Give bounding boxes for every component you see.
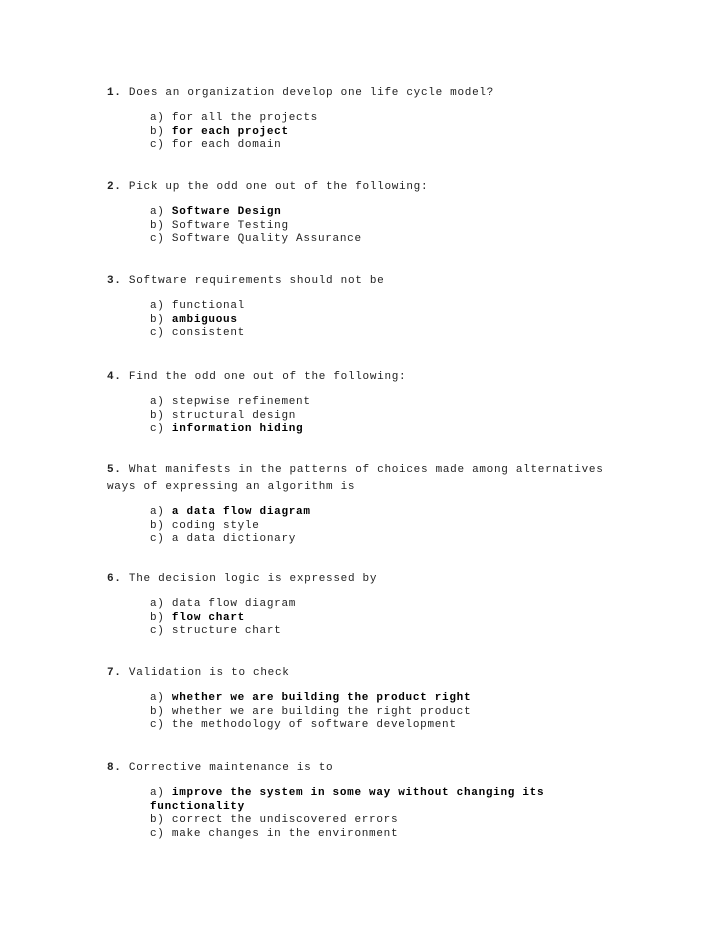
option-letter: c) bbox=[150, 233, 165, 245]
question-prompt: What manifests in the patterns of choices made among alternatives ways of expressing an algorithm is bbox=[107, 464, 611, 493]
option-letter: a) bbox=[150, 300, 165, 312]
question-number: 5. bbox=[107, 464, 122, 476]
option-list bbox=[150, 112, 607, 153]
option-letter: c) bbox=[150, 719, 165, 731]
option-letter: b) bbox=[150, 125, 165, 138]
question-text bbox=[107, 462, 611, 496]
option-c bbox=[150, 533, 607, 547]
option-text: functional bbox=[171, 300, 245, 312]
option-b bbox=[150, 126, 607, 140]
option-list bbox=[150, 506, 607, 547]
option-text: a data flow diagram bbox=[171, 506, 311, 518]
question-number: 6. bbox=[107, 573, 122, 585]
question-number: 3. bbox=[107, 275, 122, 287]
question-prompt: Validation is to check bbox=[128, 667, 290, 679]
option-c bbox=[150, 423, 607, 437]
option-letter: c) bbox=[150, 327, 165, 339]
option-text: consistent bbox=[171, 327, 245, 339]
option-text: structural design bbox=[171, 409, 297, 422]
option-text: for all the projects bbox=[171, 112, 318, 124]
question-prompt: Corrective maintenance is to bbox=[128, 762, 334, 774]
question-text bbox=[107, 273, 607, 290]
option-c bbox=[150, 625, 607, 639]
option-text: whether we are building the right product bbox=[171, 705, 472, 718]
option-text: structure chart bbox=[171, 625, 282, 637]
option-text: Software Quality Assurance bbox=[171, 233, 362, 245]
question-8 bbox=[107, 760, 607, 841]
question-text bbox=[107, 760, 607, 777]
option-list bbox=[150, 692, 607, 733]
option-text: Software Design bbox=[171, 206, 282, 218]
option-letter: a) bbox=[150, 787, 165, 799]
question-number: 8. bbox=[107, 762, 122, 774]
option-b bbox=[150, 814, 570, 828]
option-a bbox=[150, 112, 607, 126]
option-letter: b) bbox=[150, 219, 165, 232]
question-5 bbox=[107, 462, 611, 547]
option-text: Software Testing bbox=[171, 219, 289, 232]
option-letter: a) bbox=[150, 692, 165, 704]
question-4 bbox=[107, 369, 607, 437]
option-letter: a) bbox=[150, 206, 165, 218]
question-prompt: The decision logic is expressed by bbox=[128, 573, 378, 585]
option-letter: b) bbox=[150, 611, 165, 624]
question-text bbox=[107, 179, 607, 196]
option-list bbox=[150, 396, 607, 437]
option-letter: b) bbox=[150, 409, 165, 422]
option-letter: c) bbox=[150, 533, 165, 545]
option-list bbox=[150, 787, 570, 841]
question-3 bbox=[107, 273, 607, 341]
option-text: a data dictionary bbox=[171, 533, 297, 545]
question-number: 4. bbox=[107, 371, 122, 383]
question-prompt: Does an organization develop one life cycle model? bbox=[128, 87, 494, 99]
option-text: improve the system in some way without changing its functionality bbox=[150, 787, 552, 813]
option-letter: c) bbox=[150, 625, 165, 637]
question-text bbox=[107, 571, 607, 588]
question-text bbox=[107, 85, 607, 102]
option-a bbox=[150, 396, 607, 410]
option-c bbox=[150, 719, 607, 733]
question-number: 1. bbox=[107, 87, 122, 99]
option-text: correct the undiscovered errors bbox=[171, 814, 399, 826]
question-text bbox=[107, 369, 607, 386]
option-list bbox=[150, 598, 607, 639]
option-letter: b) bbox=[150, 814, 165, 826]
option-letter: a) bbox=[150, 598, 165, 610]
option-letter: b) bbox=[150, 313, 165, 326]
question-prompt: Find the odd one out of the following: bbox=[128, 371, 407, 383]
option-text: whether we are building the product right bbox=[171, 692, 472, 704]
option-text: data flow diagram bbox=[171, 598, 297, 610]
option-text: flow chart bbox=[171, 611, 245, 624]
option-b bbox=[150, 220, 607, 234]
option-letter: c) bbox=[150, 139, 165, 151]
option-text: stepwise refinement bbox=[171, 396, 311, 408]
option-letter: c) bbox=[150, 423, 165, 435]
option-a bbox=[150, 206, 607, 220]
question-text bbox=[107, 665, 607, 682]
question-number: 7. bbox=[107, 667, 122, 679]
option-text: ambiguous bbox=[171, 313, 238, 326]
option-b bbox=[150, 520, 607, 534]
option-letter: b) bbox=[150, 519, 165, 532]
option-a bbox=[150, 300, 607, 314]
option-c bbox=[150, 828, 570, 842]
option-a bbox=[150, 506, 607, 520]
option-a bbox=[150, 787, 570, 814]
question-prompt: Pick up the odd one out of the following: bbox=[128, 181, 429, 193]
option-letter: c) bbox=[150, 827, 165, 840]
option-letter: b) bbox=[150, 705, 165, 718]
question-number: 2. bbox=[107, 181, 122, 193]
option-text: make changes in the environment bbox=[171, 827, 399, 840]
option-text: for each project bbox=[171, 125, 289, 138]
option-b bbox=[150, 410, 607, 424]
option-a bbox=[150, 692, 607, 706]
option-c bbox=[150, 233, 607, 247]
question-7 bbox=[107, 665, 607, 733]
option-list bbox=[150, 206, 607, 247]
question-1 bbox=[107, 85, 607, 153]
option-b bbox=[150, 314, 607, 328]
option-letter: a) bbox=[150, 506, 165, 518]
question-prompt: Software requirements should not be bbox=[128, 275, 385, 287]
question-2 bbox=[107, 179, 607, 247]
option-a bbox=[150, 598, 607, 612]
option-text: the methodology of software development bbox=[171, 719, 457, 731]
option-text: for each domain bbox=[171, 139, 282, 151]
option-b bbox=[150, 706, 607, 720]
option-letter: a) bbox=[150, 396, 165, 408]
option-b bbox=[150, 612, 607, 626]
option-list bbox=[150, 300, 607, 341]
option-text: information hiding bbox=[171, 423, 304, 435]
option-letter: a) bbox=[150, 112, 165, 124]
question-6 bbox=[107, 571, 607, 639]
option-c bbox=[150, 327, 607, 341]
option-text: coding style bbox=[171, 519, 260, 532]
option-c bbox=[150, 139, 607, 153]
